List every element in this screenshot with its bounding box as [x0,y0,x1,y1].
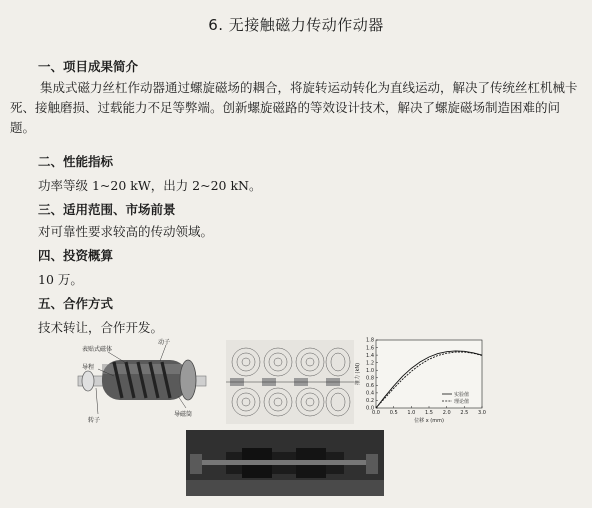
actuator-diagram [68,336,218,428]
y-tick-label: 0.6 [366,383,374,390]
label-rotor-top: 动子 [158,339,171,346]
page-title: 6. 无接触磁力传动作动器 [208,16,384,34]
x-tick-label: 1.0 [407,410,416,416]
section-text-scope: 对可靠性要求较高的传动领域。 [38,224,214,239]
prototype-photo [186,430,384,496]
y-tick-label: 1.2 [366,360,374,367]
section-text-investment: 10 万。 [38,272,83,287]
x-tick-label: 1.5 [425,410,433,416]
y-tick-label: 0.8 [366,375,374,382]
y-axis-label: 推力 (kN) [355,362,361,386]
section-text-performance: 功率等级 1~20 kW，出力 2~20 kN。 [38,178,262,193]
x-tick-label: 2.0 [442,410,451,416]
legend-label: 理论值 [454,398,470,405]
section-heading-performance: 二、性能指标 [38,154,114,169]
label-magnet: 表贴式磁体 [82,346,113,353]
x-tick-label: 0.5 [389,410,398,416]
force-displacement-chart [352,334,490,428]
legend-label: 实验值 [454,391,470,398]
section-heading-summary: 一、项目成果简介 [38,59,139,74]
section-heading-scope: 三、适用范围、市场前景 [38,202,176,217]
x-tick-label: 0.0 [372,410,380,416]
x-axis-label: 位移 x (mm) [414,418,444,424]
magnetic-field-plot [226,340,354,424]
y-tick-label: 0.0 [366,405,374,412]
y-tick-label: 1.0 [366,367,374,374]
y-tick-label: 1.6 [366,345,374,352]
label-guide: 导程 [82,364,95,371]
label-sleeve: 导磁筒 [174,411,193,418]
x-tick-label: 3.0 [478,410,486,416]
y-tick-label: 0.2 [366,398,374,405]
y-tick-label: 1.8 [366,337,374,344]
section-heading-investment: 四、投资概算 [38,248,114,263]
section-text-summary: 集成式磁力丝杠作动器通过螺旋磁场的耦合，将旋转运动转化为直线运动，解决了传统丝杠机械卡死、接触磨损、过载能力不足等弊端。创新螺旋磁路的等效设计技术，解决了螺旋磁场制造困难的问题。 [10,80,578,135]
x-tick-label: 2.5 [460,410,469,416]
label-rotor-bottom: 转子 [88,417,101,424]
y-tick-label: 0.4 [366,390,374,397]
y-tick-label: 1.4 [366,352,374,359]
section-heading-cooperation: 五、合作方式 [38,296,114,311]
section-text-cooperation: 技术转让，合作开发。 [38,320,164,335]
